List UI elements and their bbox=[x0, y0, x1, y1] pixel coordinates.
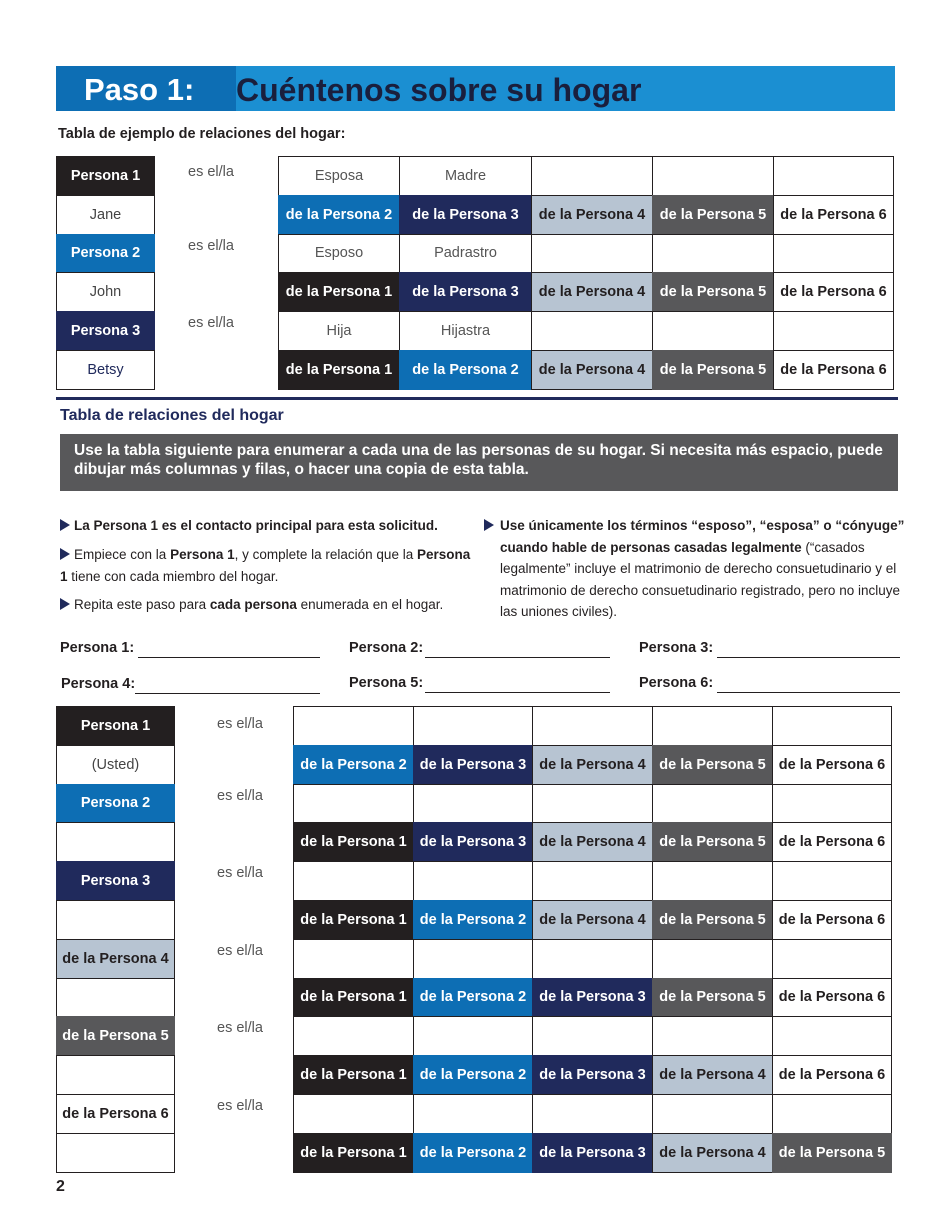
example-relation-cell bbox=[531, 156, 653, 196]
of-person-cell: de la Persona 1 bbox=[293, 1055, 414, 1095]
bullet-text: (“casados legalmente” incluye el matrimonio de derecho consuetudinario y el matrimonio de derecho consuetudinario registrado, pero no incluye las uniones civiles). bbox=[500, 539, 900, 619]
of-person-cell: de la Persona 2 bbox=[413, 1055, 533, 1095]
of-person-cell: de la Persona 3 bbox=[532, 1055, 653, 1095]
relationship-input-cell[interactable] bbox=[413, 1016, 533, 1056]
of-person-cell: de la Persona 5 bbox=[772, 1133, 892, 1173]
of-person-cell: de la Persona 3 bbox=[532, 978, 653, 1018]
of-person-cell: de la Persona 3 bbox=[413, 822, 533, 862]
person-4-name-cell[interactable] bbox=[56, 978, 175, 1018]
example-person-name: Jane bbox=[56, 195, 155, 235]
relationship-input-cell[interactable] bbox=[293, 1094, 414, 1134]
instruction-box: Use la tabla siguiente para enumerar a cada una de las personas de su hogar. Si necesita más espacio, puede dibujar más columnas y filas, o hacer una copia de esta tabla. bbox=[60, 434, 898, 491]
relationship-input-cell[interactable] bbox=[413, 1094, 533, 1134]
person-3-field-label: Persona 3: bbox=[639, 640, 714, 656]
relationship-input-cell[interactable] bbox=[532, 706, 653, 746]
example-table-heading: Tabla de ejemplo de relaciones del hogar: bbox=[58, 126, 346, 142]
relationship-input-cell[interactable] bbox=[532, 939, 653, 979]
of-person-cell: de la Persona 4 bbox=[532, 745, 653, 785]
person-3-name-cell[interactable] bbox=[56, 900, 175, 940]
person-3-label: Persona 3 bbox=[56, 861, 175, 901]
bullet-repeat-step bbox=[60, 594, 490, 616]
page-number: 2 bbox=[56, 1178, 65, 1195]
example-of-person-cell: de la Persona 6 bbox=[773, 350, 894, 390]
example-relation-cell: Esposo bbox=[278, 234, 400, 274]
es-la-label: es el/la bbox=[188, 164, 234, 180]
bullet-bold-text: Persona 1 bbox=[170, 547, 235, 562]
example-relation-cell bbox=[531, 234, 653, 274]
of-person-cell: de la Persona 4 bbox=[652, 1055, 773, 1095]
example-relation-cell: Hija bbox=[278, 311, 400, 351]
of-person-cell: de la Persona 5 bbox=[652, 745, 773, 785]
relationship-input-cell[interactable] bbox=[293, 706, 414, 746]
example-relation-cell bbox=[531, 311, 653, 351]
bullet-bold-text: Use únicamente los términos “esposo”, “esposa” o “cónyuge” cuando hable de personas casadas legalmente bbox=[500, 518, 905, 555]
relationship-input-cell[interactable] bbox=[652, 1094, 773, 1134]
example-of-person-cell: de la Persona 4 bbox=[531, 350, 653, 390]
example-of-person-cell: de la Persona 3 bbox=[399, 272, 532, 312]
example-relation-cell bbox=[652, 156, 774, 196]
example-person-label: Persona 2 bbox=[56, 234, 155, 274]
bullet-spouse-terms bbox=[500, 515, 912, 623]
relationship-input-cell[interactable] bbox=[652, 784, 773, 824]
example-relation-cell: Esposa bbox=[278, 156, 400, 196]
person-2-label: Persona 2 bbox=[56, 784, 175, 824]
relationship-input-cell[interactable] bbox=[772, 706, 892, 746]
relationship-input-cell[interactable] bbox=[413, 939, 533, 979]
bullet-text: Repita este paso para bbox=[74, 597, 210, 612]
person-1-field-label: Persona 1: bbox=[60, 640, 135, 656]
person-1-name-cell[interactable]: (Usted) bbox=[56, 745, 175, 785]
example-of-person-cell: de la Persona 2 bbox=[399, 350, 532, 390]
es-la-label: es el/la bbox=[188, 315, 234, 332]
relationship-input-cell[interactable] bbox=[652, 939, 773, 979]
es-la-label: es el/la bbox=[217, 1020, 263, 1037]
person-6-field-label: Persona 6: bbox=[639, 675, 714, 691]
relationship-input-cell[interactable] bbox=[652, 706, 773, 746]
relationship-input-cell[interactable] bbox=[532, 861, 653, 901]
bullet-text: tiene con cada miembro del hogar. bbox=[67, 568, 279, 584]
person-4-label: de la Persona 4 bbox=[56, 939, 175, 979]
person-1-label: Persona 1 bbox=[56, 706, 175, 746]
example-relation-cell: Madre bbox=[399, 156, 532, 196]
example-of-person-cell: de la Persona 1 bbox=[278, 272, 400, 312]
relationship-input-cell[interactable] bbox=[293, 861, 414, 901]
relationship-input-cell[interactable] bbox=[413, 706, 533, 746]
section-divider bbox=[56, 397, 898, 400]
es-la-label: es el/la bbox=[217, 1098, 263, 1114]
relationship-input-cell[interactable] bbox=[532, 1016, 653, 1056]
of-person-cell: de la Persona 5 bbox=[652, 978, 773, 1018]
person-5-name-cell[interactable] bbox=[56, 1055, 175, 1095]
bullet-text: Empiece con la bbox=[74, 547, 171, 562]
example-of-person-cell: de la Persona 6 bbox=[773, 272, 894, 312]
example-relation-cell: Padrastro bbox=[399, 234, 532, 274]
bullet-bold-text: Persona 1 bbox=[60, 547, 471, 584]
of-person-cell: de la Persona 2 bbox=[293, 745, 414, 785]
of-person-cell: de la Persona 6 bbox=[772, 1055, 892, 1095]
relationship-input-cell[interactable] bbox=[413, 861, 533, 901]
relationship-input-cell[interactable] bbox=[772, 939, 892, 979]
relationship-input-cell[interactable] bbox=[293, 1016, 414, 1056]
of-person-cell: de la Persona 5 bbox=[652, 822, 773, 862]
person-2-field-label: Persona 2: bbox=[349, 640, 424, 656]
example-person-name: John bbox=[56, 272, 155, 312]
example-person-label: Persona 1 bbox=[56, 156, 155, 196]
bullet-text: La Persona 1 es el contacto principal para esta solicitud. bbox=[74, 518, 438, 533]
person-6-name-cell[interactable] bbox=[56, 1133, 175, 1173]
example-of-person-cell: de la Persona 4 bbox=[531, 195, 653, 235]
example-relation-cell: Hijastra bbox=[399, 311, 532, 351]
relationship-input-cell[interactable] bbox=[772, 1094, 892, 1134]
triangle-bullet-icon bbox=[484, 519, 494, 531]
of-person-cell: de la Persona 1 bbox=[293, 978, 414, 1018]
example-relation-cell bbox=[773, 234, 894, 274]
of-person-cell: de la Persona 1 bbox=[293, 900, 414, 940]
person-4-field[interactable] bbox=[135, 693, 320, 694]
example-of-person-cell: de la Persona 5 bbox=[652, 195, 774, 235]
relationship-input-cell[interactable] bbox=[772, 784, 892, 824]
es-la-label: es el/la bbox=[188, 237, 234, 254]
relations-table-heading: Tabla de relaciones del hogar bbox=[60, 407, 284, 424]
es-la-label: es el/la bbox=[217, 716, 263, 732]
bullet-text: enumerada en el hogar. bbox=[296, 597, 444, 612]
example-of-person-cell: de la Persona 1 bbox=[278, 350, 400, 390]
example-of-person-cell: de la Persona 5 bbox=[652, 272, 774, 312]
es-la-label: es el/la bbox=[217, 787, 263, 804]
step-label: Paso 1: bbox=[84, 72, 195, 107]
relationship-input-cell[interactable] bbox=[413, 784, 533, 824]
es-la-label: es el/la bbox=[217, 865, 263, 882]
relationship-input-cell[interactable] bbox=[293, 939, 414, 979]
example-relation-cell bbox=[652, 311, 774, 351]
person-6-field[interactable] bbox=[717, 692, 900, 693]
example-relation-cell bbox=[652, 234, 774, 274]
of-person-cell: de la Persona 2 bbox=[413, 900, 533, 940]
of-person-cell: de la Persona 1 bbox=[293, 822, 414, 862]
person-5-field[interactable] bbox=[425, 692, 610, 693]
of-person-cell: de la Persona 5 bbox=[652, 900, 773, 940]
example-of-person-cell: de la Persona 6 bbox=[773, 195, 894, 235]
example-of-person-cell: de la Persona 5 bbox=[652, 350, 774, 390]
relationship-input-cell[interactable] bbox=[532, 784, 653, 824]
example-relation-cell bbox=[773, 156, 894, 196]
triangle-bullet-icon bbox=[60, 548, 70, 560]
of-person-cell: de la Persona 2 bbox=[413, 1133, 533, 1173]
of-person-cell: de la Persona 3 bbox=[413, 745, 533, 785]
relationship-input-cell[interactable] bbox=[293, 784, 414, 824]
example-of-person-cell: de la Persona 3 bbox=[399, 195, 532, 235]
of-person-cell: de la Persona 4 bbox=[652, 1133, 773, 1173]
of-person-cell: de la Persona 6 bbox=[772, 978, 892, 1018]
of-person-cell: de la Persona 3 bbox=[532, 1133, 653, 1173]
bullet-primary-contact bbox=[60, 515, 480, 537]
triangle-bullet-icon bbox=[60, 598, 70, 610]
person-5-label: de la Persona 5 bbox=[56, 1016, 175, 1056]
relationship-input-cell[interactable] bbox=[532, 1094, 653, 1134]
person-3-field[interactable] bbox=[717, 657, 900, 658]
example-person-name: Betsy bbox=[56, 350, 155, 390]
bullet-start-person-1 bbox=[60, 544, 480, 587]
relationship-input-cell[interactable] bbox=[652, 861, 773, 901]
of-person-cell: de la Persona 2 bbox=[413, 978, 533, 1018]
bullet-text: , y complete la relación que la bbox=[234, 547, 417, 562]
relationship-input-cell[interactable] bbox=[652, 1016, 773, 1056]
example-of-person-cell: de la Persona 2 bbox=[278, 195, 400, 235]
example-of-person-cell: de la Persona 4 bbox=[531, 272, 653, 312]
person-5-field-label: Persona 5: bbox=[349, 675, 424, 691]
person-1-field[interactable] bbox=[138, 657, 320, 658]
relationship-input-cell[interactable] bbox=[772, 861, 892, 901]
es-la-label: es el/la bbox=[217, 942, 263, 959]
person-6-label: de la Persona 6 bbox=[56, 1094, 175, 1134]
of-person-cell: de la Persona 4 bbox=[532, 900, 653, 940]
person-2-name-cell[interactable] bbox=[56, 822, 175, 862]
bullet-bold-text: cada persona bbox=[209, 597, 297, 612]
page-title: Cuéntenos sobre su hogar bbox=[236, 72, 642, 108]
of-person-cell: de la Persona 1 bbox=[293, 1133, 414, 1173]
relationship-input-cell[interactable] bbox=[772, 1016, 892, 1056]
example-relation-cell bbox=[773, 311, 894, 351]
triangle-bullet-icon bbox=[60, 519, 70, 531]
of-person-cell: de la Persona 6 bbox=[772, 745, 892, 785]
of-person-cell: de la Persona 4 bbox=[532, 822, 653, 862]
example-person-label: Persona 3 bbox=[56, 311, 155, 351]
person-4-field-label: Persona 4: bbox=[61, 676, 136, 692]
of-person-cell: de la Persona 6 bbox=[772, 900, 892, 940]
of-person-cell: de la Persona 6 bbox=[772, 822, 892, 862]
person-2-field[interactable] bbox=[425, 657, 610, 658]
